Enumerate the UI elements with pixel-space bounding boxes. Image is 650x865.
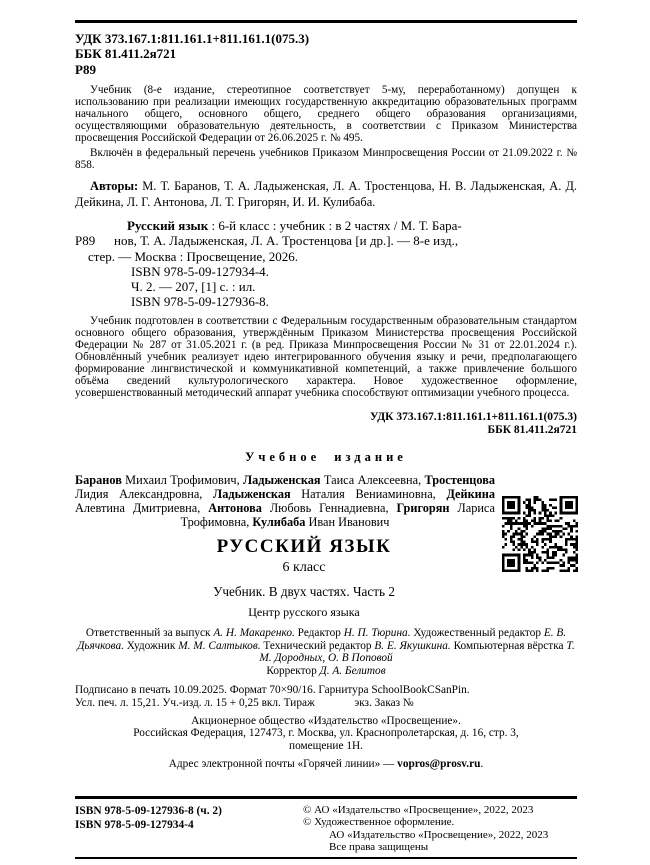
copyright-line: АО «Издательство «Просвещение», 2022, 2023 [329,828,549,841]
isbn-part-2: ISBN 978-5-09-127936-8 (ч. 2) [75,804,222,817]
edition-heading: Учебное издание [245,449,407,464]
top-rule [75,20,577,23]
classification-codes-right [75,411,577,438]
bbk-code: ББК 81.411.2я721 [75,46,177,61]
catalog-line-2 [75,233,577,248]
book-grade: 6 класс [282,559,326,575]
publisher-address-line: Российская Федерация, 127473, г. Москва, ул. Краснопролетарская, д. 16, стр. 3, [133,727,519,740]
hotline-email-line: Адрес электронной почты «Горячей линии» — vopros@prosv.ru. [168,757,484,770]
copyright-line: © Художественное оформление. [303,816,455,829]
isbn-block [75,804,303,854]
catalog-entry [75,218,577,310]
catalog-line-1 [75,218,577,233]
udk-code-right: УДК 373.167.1:811.161.1+811.161.1(075.3) [369,410,577,423]
catalog-line-2-text: нов, Т. А. Ладыженская, Л. А. Тростенцова [и др.]. — 8-е изд., [114,233,459,249]
print-info [75,684,577,710]
publisher-address [75,715,577,753]
catalog-isbn-part: ISBN 978-5-09-127936-8. [131,294,269,310]
publisher-name: Акционерное общество «Издательство «Просвещение». [191,714,461,727]
bottom-area [0,796,650,859]
bottom-rule-lower [75,857,577,859]
catalog-author-code: Р89 [75,233,96,249]
classification-codes [75,31,577,78]
publisher-address-line-2: помещение 1Н. [289,740,363,753]
catalog-isbn-common: ISBN 978-5-09-127934-4. [131,263,269,279]
print-info-line-2: Усл. печ. л. 15,21. Уч.-изд. л. 15 + 0,25 вкл. Тираж экз. Заказ № [75,696,414,709]
isbn-common: ISBN 978-5-09-127934-4 [75,819,194,831]
author-sign-code: Р89 [75,61,96,77]
bottom-rule-upper [75,796,577,799]
corrector-line: Корректор Д. А. Белитов [266,665,386,678]
copyright-line: Все права защищены [329,841,429,854]
catalog-part-line: Ч. 2. — 207, [1] с. : ил. [131,279,256,295]
qr-code-graphic [502,496,578,572]
annotation-paragraph: Учебник подготовлен в соответствии с Федеральным государственным образовательным стандартом основного общего образования, утверждённым Приказом Министерства просвещения Российской Федерации № 287 от 31.05.2021 г. (в ред. Приказа Минпросвещения России № 31 от 22.01.2024 г.). Обновлённый учебник реализует идею интегрированного обучения языку и речи, предполагающего формирование лингвистической и коммуникативной компетенций, а также привлечение большого объёма сведений культурологического характера. Новое художественное оформление, усовершенствованный методический аппарат учебника способствуют оптимизации учебного процесса. [75,314,577,399]
udk-code: УДК 373.167.1:811.161.1+811.161.1(075.3) [75,30,310,46]
copyright-line: © АО «Издательство «Просвещение», 2022, 2023 [303,803,534,816]
print-info-line-1: Подписано в печать 10.09.2025. Формат 70×90/16. Гарнитура SchoolBookCSanPin. [75,683,470,696]
imprint-credits: Ответственный за выпуск А. Н. Макаренко. Редактор Н. П. Тюрина. Художественный редактор Е. В. Дьячкова. Художник М. М. Салтыков. Технический редактор В. Е. Якушкина. Компьютерная вёрстка Т. М. Дородных, О. В Поповой [77,626,575,665]
catalog-line-3: стер. — Москва : Просвещение, 2026. [88,248,298,264]
book-subtitle: Учебник. В двух частях. Часть 2 [213,583,395,599]
federal-list-notice: Включён в федеральный перечень учебников Приказом Минпросвещения России от 21.09.2022 г. № 858. [75,147,577,171]
admission-notice: Учебник (8-е издание, стереотипное соответствует 5-му, переработанному) допущен к использованию при реализации имеющих государственную аккредитацию образовательных программ начального общего, основного общего, среднего общего образования организациями, осуществляющими образовательную деятельность, в соответствии с Приказом Министерства просвещения Российской Федерации от 26.06.2025 г. № 495. [75,84,577,144]
bbk-code-right: ББК 81.411.2я721 [487,424,577,437]
authors-full-names: Баранов Михаил Трофимович, Ладыженская Таиса Алексеевна, Тростенцова Лидия Александровна, Ладыженская Наталия Вениаминовна, Дейкина Алевтина Дмитриевна, Антонова Любовь Геннадиевна, Григорян Лариса Трофимовна, Кулибаба Иван Иванович [75,472,495,529]
editorial-center: Центр русского языка [248,604,360,619]
title-block [75,536,495,620]
authors-line: Авторы: М. Т. Баранов, Т. А. Ладыженская, Л. А. Тростенцова, Н. В. Ладыженская, А. Д. Дейкина, Л. Г. Антонова, Л. Т. Григорян, И. И. Кулибаба. [75,179,577,209]
book-title: РУССКИЙ ЯЗЫК [216,535,392,557]
qr-code [500,494,580,574]
catalog-title: Русский язык [127,218,209,233]
catalog-line-1-rest: : 6-й класс : учебник : в 2 частях / М. Т. Бара- [208,218,462,233]
copyright-block [303,804,577,854]
isbn-copyright-row [75,804,577,854]
